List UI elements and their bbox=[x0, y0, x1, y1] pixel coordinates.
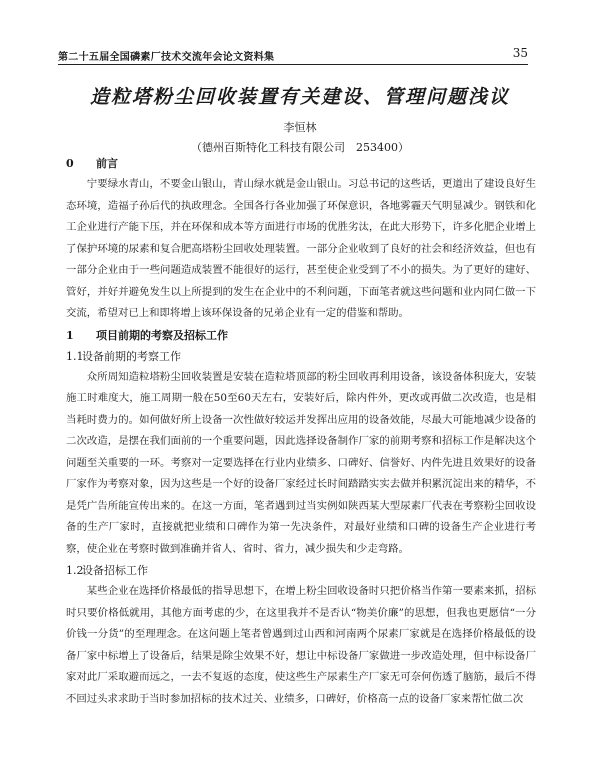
running-header bbox=[58, 44, 528, 65]
paper-body bbox=[66, 153, 536, 710]
paragraph: 众所周知造粒塔粉尘回收装置是安装在造粒塔顶部的粉尘回收再利用设备，该设备体积庞大，安装施工时难度大，施工周期一般在50至60天左右，安装好后，除内件外，更改或再做二次改造，也是相当耗时费力的。如何做好所上设备一次性做好较运并发挥出应用的设备效能，尽最大可能地减少设备的二次改造，是摆在我们面前的一个重要问题，因此选择设备制作厂家的前期考察和招标工作是解决这个问题至关重要的一环。考察对一定要选择在行业内业绩多、口碑好、信誉好、内件先进且效果好的设备厂家作为考察对象，因为这些是一个好的设备厂家经过长时间踏踏实实去做并积累沉淀出来的精华，不是凭广告所能宣传出来的。在这一方面，笔者遇到过当实例如陕西某大型尿素厂代表在考察粉尘回收设备的生产厂家时，直接就把业绩和口碑作为第一先决条件，对最好业绩和口碑的设备生产企业进行考察，使企业在考察时做到准确并省人、省时、省力，减少损失和少走弯路。 bbox=[66, 370, 536, 555]
subsection-title: 设备前期的考察工作 bbox=[82, 349, 181, 363]
subsection-number: 1.2 bbox=[66, 564, 84, 577]
section-heading-preface bbox=[66, 153, 536, 174]
paragraph: 某些企业在选择价格最低的指导思想下，在增上粉尘回收设备时只把价格当作第一要素来抓，招标时只要价格低就用，其他方面考虑的少，在这里我并不是否认“物美价廉”的思想，但我也更愿信“一分价钱一分货”的至理理念。在这问题上笔者曾遇到过山西和河南两个尿素厂家就是在选择价格最低的设备厂家中标增上了设备后，结果是除尘效果不好，想让中标设备厂家做进一步改造处理，但中标设备厂家对此厂采取避而远之，一去不复返的态度，使这些生产尿素生产厂家无可奈何伤透了脑筋，最后不得不回过头求求助于当时参加招标的技术过关、业绩多，口碑好，价格高一点的设备厂家来帮忙做二次 bbox=[66, 585, 536, 705]
section-number: 1 bbox=[66, 328, 74, 342]
paper-title: 造粒塔粉尘回收装置有关建设、管理问题浅议 bbox=[89, 86, 510, 108]
proceedings-title: 第二十五届全国磷素厂技术交流年会论文资料集 bbox=[58, 52, 275, 63]
section-title: 前言 bbox=[96, 157, 118, 170]
subsection-heading-bidding bbox=[66, 560, 536, 581]
author-affiliation: （德州百斯特化工科技有限公司 253400） bbox=[191, 141, 409, 154]
subsection-number: 1.1 bbox=[66, 349, 84, 363]
subsection-heading-survey bbox=[66, 346, 536, 367]
section-title: 项目前期的考察及招标工作 bbox=[96, 328, 228, 342]
section-number: 0 bbox=[66, 157, 74, 170]
page-number: 35 bbox=[512, 46, 528, 60]
section-heading-survey-bidding bbox=[66, 325, 536, 346]
paragraph: 宁要绿水青山，不要金山银山，青山绿水就是金山银山。习总书记的这些话，更道出了建设良好生态环境，造福子孙后代的执政理念。全国各行各业加强了环保意识，各地雾霾天气明显减少。钢铁和化工企业进行产能下压，并在环保和成本等方面进行市场的优胜劣汰，在此大形势下，许多化肥企业增上了保护环境的尿素和复合肥高塔粉尘回收处理装置。一部分企业收到了良好的社会和经济效益，但也有一部分企业由于一些问题造成装置不能很好的运行，甚至使企业受到了不小的损失。为了更好的建好、管好，并好并避免发生以上所提到的发生在企业中的不利问题，下面笔者就这些问题和业内同仁做一下交流，希望对已上和即将增上该环保设备的兄弟企业有一定的借鉴和帮助。 bbox=[66, 178, 536, 319]
subsection-title: 设备招标工作 bbox=[82, 564, 148, 577]
author-name: 李恒林 bbox=[283, 121, 317, 134]
